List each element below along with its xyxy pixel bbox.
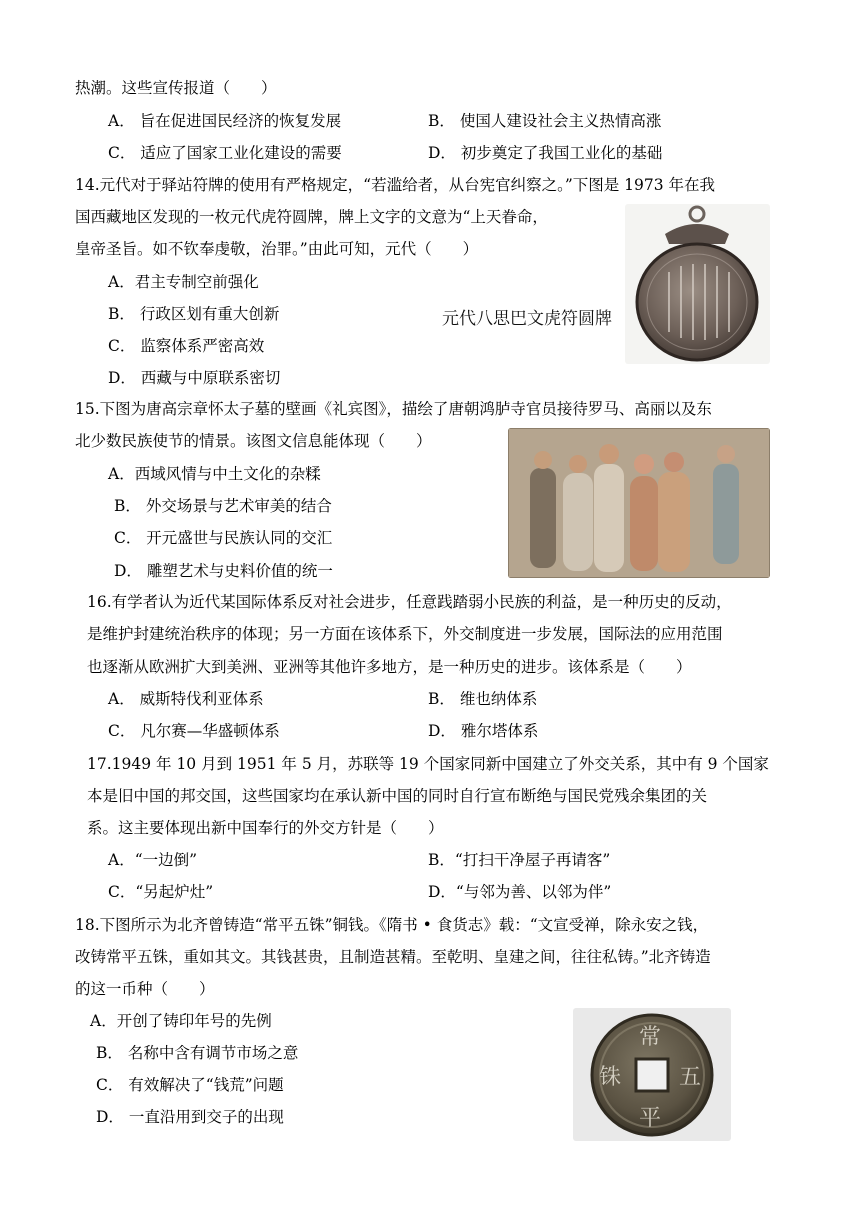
q14-stem-line2: 国西藏地区发现的一枚元代虎符圆牌，牌上文字的文意为“上天眷命， <box>75 208 548 226</box>
q16-option-d: D． 雅尔塔体系 <box>428 722 539 740</box>
q14-option-a: A．君主专制空前强化 <box>108 273 259 291</box>
q14-option-b: B． 行政区划有重大创新 <box>108 305 280 323</box>
q15-stem-line1: 15.下图为唐高宗章怀太子墓的壁画《礼宾图》，描绘了唐朝鸿胪寺官员接待罗马、高丽以及东 <box>75 400 712 418</box>
q18-stem-line1: 18.下图所示为北齐曾铸造“常平五铢”铜钱。《隋书 • 食货志》载：“文宣受禅，除永安之钱， <box>75 916 709 934</box>
tiger-tablet-image <box>625 204 770 364</box>
q14-option-d: D． 西藏与中原联系密切 <box>108 369 281 387</box>
q16-stem-line3: 也逐渐从欧洲扩大到美洲、亚洲等其他许多地方，是一种历史的进步。该体系是（ ） <box>87 658 692 676</box>
q16-option-b: B． 维也纳体系 <box>428 690 538 708</box>
q15-option-d: D． 雕塑艺术与史料价值的统一 <box>114 562 333 580</box>
q17-option-a: A．“一边倒” <box>108 851 198 869</box>
q15-option-a: A．西域风情与中土文化的杂糅 <box>108 465 321 483</box>
tiger-tablet-caption: 元代八思巴文虎符圆牌 <box>442 309 612 329</box>
q13-option-d: D． 初步奠定了我国工业化的基础 <box>428 144 663 162</box>
q13-option-b: B． 使国人建设社会主义热情高涨 <box>428 112 662 130</box>
q14-stem-line1: 14.元代对于驿站符牌的使用有严格规定，“若滥给者，从台宪官纠察之。”下图是 1973 年在我 <box>75 176 716 194</box>
q14-option-c: C． 监察体系严密高效 <box>108 337 265 355</box>
q17-option-d: D．“与邻为善、以邻为伴” <box>428 883 612 901</box>
q18-option-b: B． 名称中含有调节市场之意 <box>96 1044 299 1062</box>
q15-option-b: B． 外交场景与艺术审美的结合 <box>114 497 332 515</box>
q16-stem-line2: 是维护封建统治秩序的体现；另一方面在该体系下，外交制度进一步发展，国际法的应用范围 <box>87 625 723 643</box>
q13-option-a: A． 旨在促进国民经济的恢复发展 <box>108 112 342 130</box>
q13-option-c: C． 适应了国家工业化建设的需要 <box>108 144 342 162</box>
q18-option-c: C． 有效解决了“钱荒”问题 <box>96 1076 284 1094</box>
q17-stem-line3: 系。这主要体现出新中国奉行的外交方针是（ ） <box>87 819 444 837</box>
q15-option-c: C． 开元盛世与民族认同的交汇 <box>114 529 333 547</box>
q16-option-c: C． 凡尔赛—华盛顿体系 <box>108 722 280 740</box>
q14-stem-line3: 皇帝圣旨。如不钦奉虔敬，治罪。”由此可知，元代（ ） <box>75 240 479 258</box>
q15-stem-line2: 北少数民族使节的情景。该图文信息能体现（ ） <box>75 432 432 450</box>
q16-option-a: A． 威斯特伐利亚体系 <box>108 690 264 708</box>
q18-option-d: D． 一直沿用到交子的出现 <box>96 1108 284 1126</box>
coin-char-left: 铢 <box>599 1065 622 1090</box>
q17-stem-line1: 17.1949 年 10 月到 1951 年 5 月，苏联等 19 个国家同新中国建立了外交关系，其中有 9 个国家 <box>87 755 769 773</box>
reception-mural-image <box>508 428 770 578</box>
q16-stem-line1: 16.有学者认为近代某国际体系反对社会进步，任意践踏弱小民族的利益，是一种历史的反动， <box>87 593 732 611</box>
q18-stem-line2: 改铸常平五铢，重如其文。其钱甚贵，且制造甚精。至乾明、皇建之间，往往私铸。”北齐铸造 <box>75 948 711 966</box>
q13-stem-tail: 热潮。这些宣传报道（ ） <box>75 79 277 97</box>
q18-stem-line3: 的这一币种（ ） <box>75 980 215 998</box>
q17-stem-line2: 本是旧中国的邦交国，这些国家均在承认新中国的同时自行宣布断绝与国民党残余集团的关 <box>87 787 708 805</box>
q17-option-b: B．“打扫干净屋子再请客” <box>428 851 611 869</box>
coin-char-bottom: 平 <box>639 1106 662 1131</box>
coin-char-right: 五 <box>679 1065 702 1090</box>
coin-char-top: 常 <box>639 1025 662 1050</box>
q18-option-a: A．开创了铸印年号的先例 <box>90 1012 272 1030</box>
q17-option-c: C．“另起炉灶” <box>108 883 214 901</box>
changping-wuzhu-coin-image <box>573 1008 731 1141</box>
